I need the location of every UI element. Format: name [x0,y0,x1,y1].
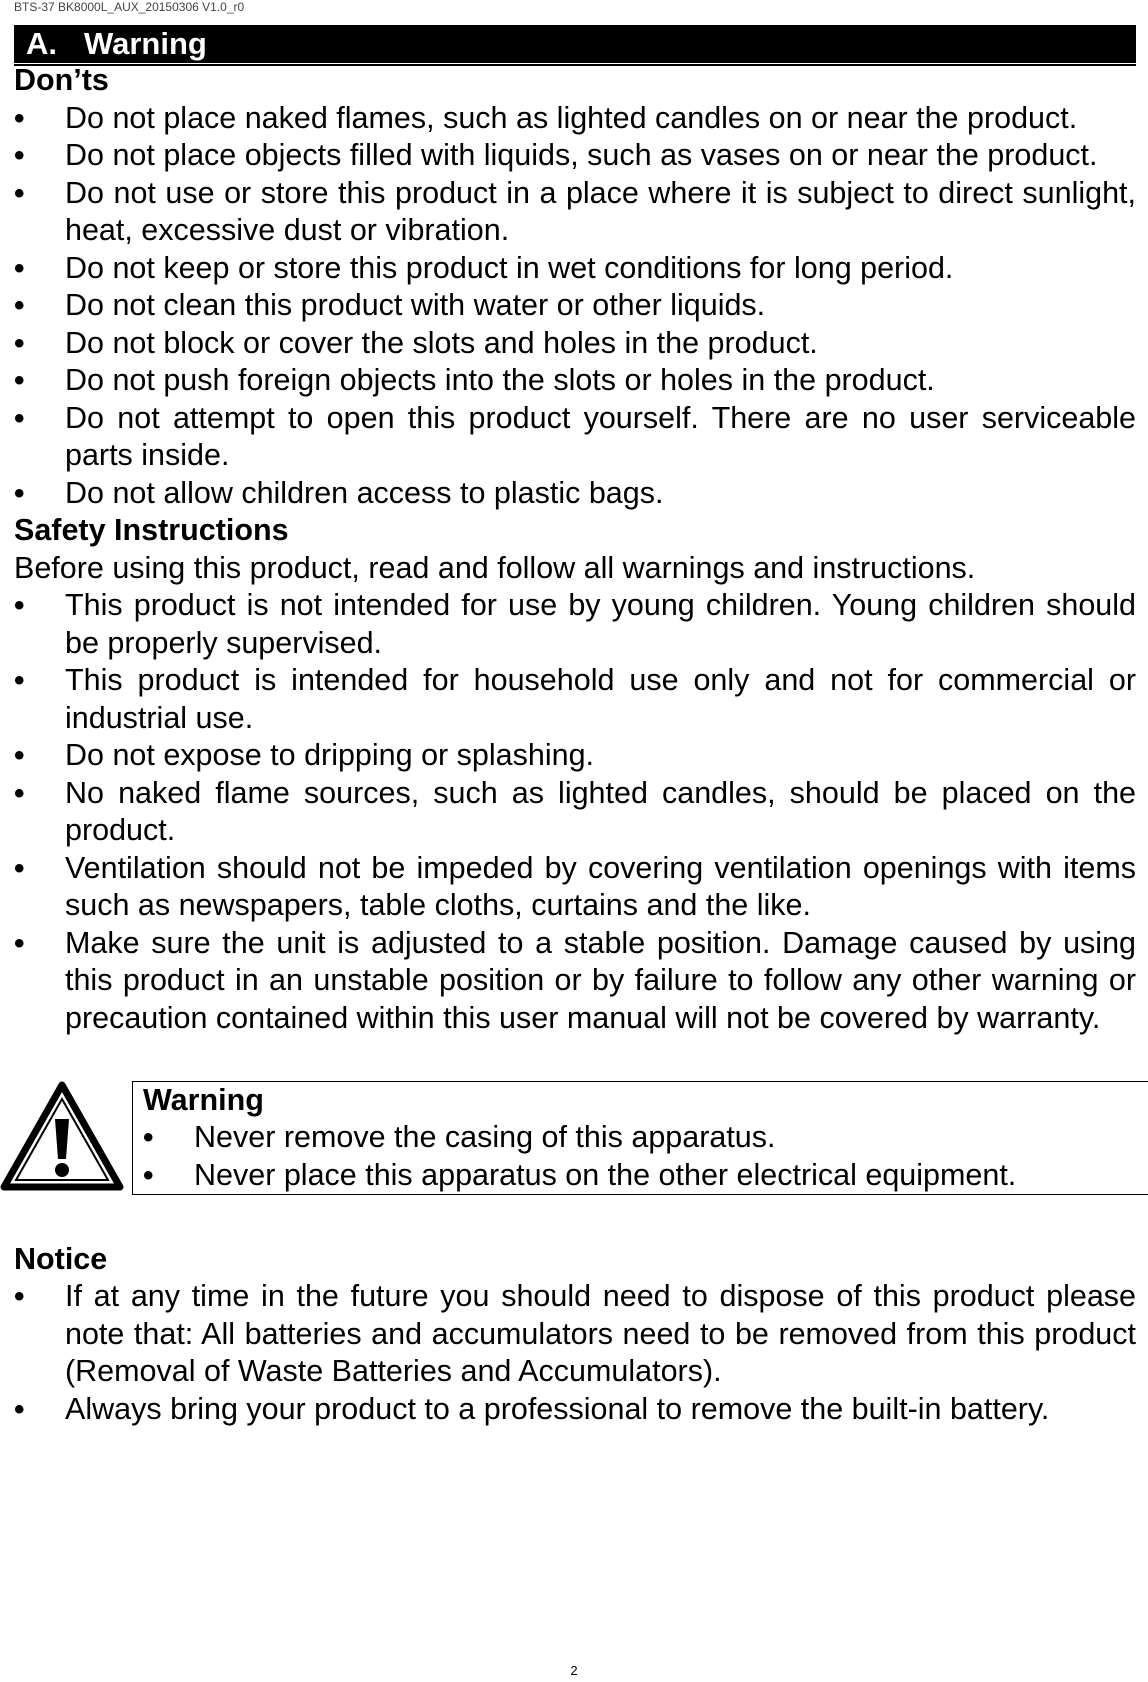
safety-intro: Before using this product, read and follow all warnings and instructions. [14,550,976,585]
list-item: • This product is not intended for use by young children. Young children should be properly supervised. [14,587,1136,662]
list-item: • Do not block or cover the slots and holes in the product. [14,325,1136,363]
list-item: • Do not place naked flames, such as lighted candles on or near the product. [14,100,1136,138]
warning-box-title: Warning [143,1082,264,1117]
list-item: • Do not attempt to open this product yourself. There are no user serviceable parts inside. [14,400,1136,475]
donts-heading: Don’ts [14,63,109,97]
notice-heading: Notice [14,1241,108,1276]
section-number: A. [26,26,57,61]
warning-triangle-icon [0,1081,124,1191]
list-item: • No naked flame sources, such as lighted candles, should be placed on the product. [14,775,1136,850]
list-item: • Never place this apparatus on the other electrical equipment. [143,1157,1148,1195]
list-item: • Never remove the casing of this apparatus. [143,1119,1148,1157]
list-item: • Do not push foreign objects into the slots or holes in the product. [14,362,1136,400]
safety-heading: Safety Instructions [14,513,289,547]
warning-box-list [143,1119,1148,1194]
list-item: • Always bring your product to a professional to remove the built-in battery. [14,1391,1136,1429]
list-item: • Do not use or store this product in a place where it is subject to direct sunlight, heat, excessive dust or vibration. [14,175,1136,250]
warning-callout [14,1081,1136,1199]
list-item: • Do not clean this product with water or other liquids. [14,287,1136,325]
list-item: • Make sure the unit is adjusted to a stable position. Damage caused by using this product in an unstable position or by failure to follow any other warning or precaution contained within this user manual will not be covered by warranty. [14,925,1136,1038]
page-number: 2 [570,1663,578,1678]
donts-list [14,100,1136,513]
list-item: • Do not expose to dripping or splashing. [14,737,1136,775]
section-title-bar [14,25,1136,63]
notice-list [14,1278,1136,1428]
list-item: • If at any time in the future you should need to dispose of this product please note that: All batteries and accumulators need to be removed from this product (Removal of Waste Batteries and Accumulators). [14,1278,1136,1391]
list-item: • This product is intended for household use only and not for commercial or industrial use. [14,662,1136,737]
list-item: • Do not allow children access to plastic bags. [14,475,1136,513]
list-item: • Ventilation should not be impeded by covering ventilation openings with items such as newspapers, table cloths, curtains and the like. [14,850,1136,925]
document-header-meta: BTS-37 BK8000L_AUX_20150306 V1.0_r0 [14,0,245,14]
list-item: • Do not keep or store this product in wet conditions for long period. [14,250,1136,288]
safety-list [14,587,1136,1037]
spacer [14,1037,1136,1075]
warning-box [132,1081,1148,1195]
page-content [14,62,1136,1428]
section-title: Warning [84,26,207,61]
list-item: • Do not place objects filled with liquids, such as vases on or near the product. [14,137,1136,175]
